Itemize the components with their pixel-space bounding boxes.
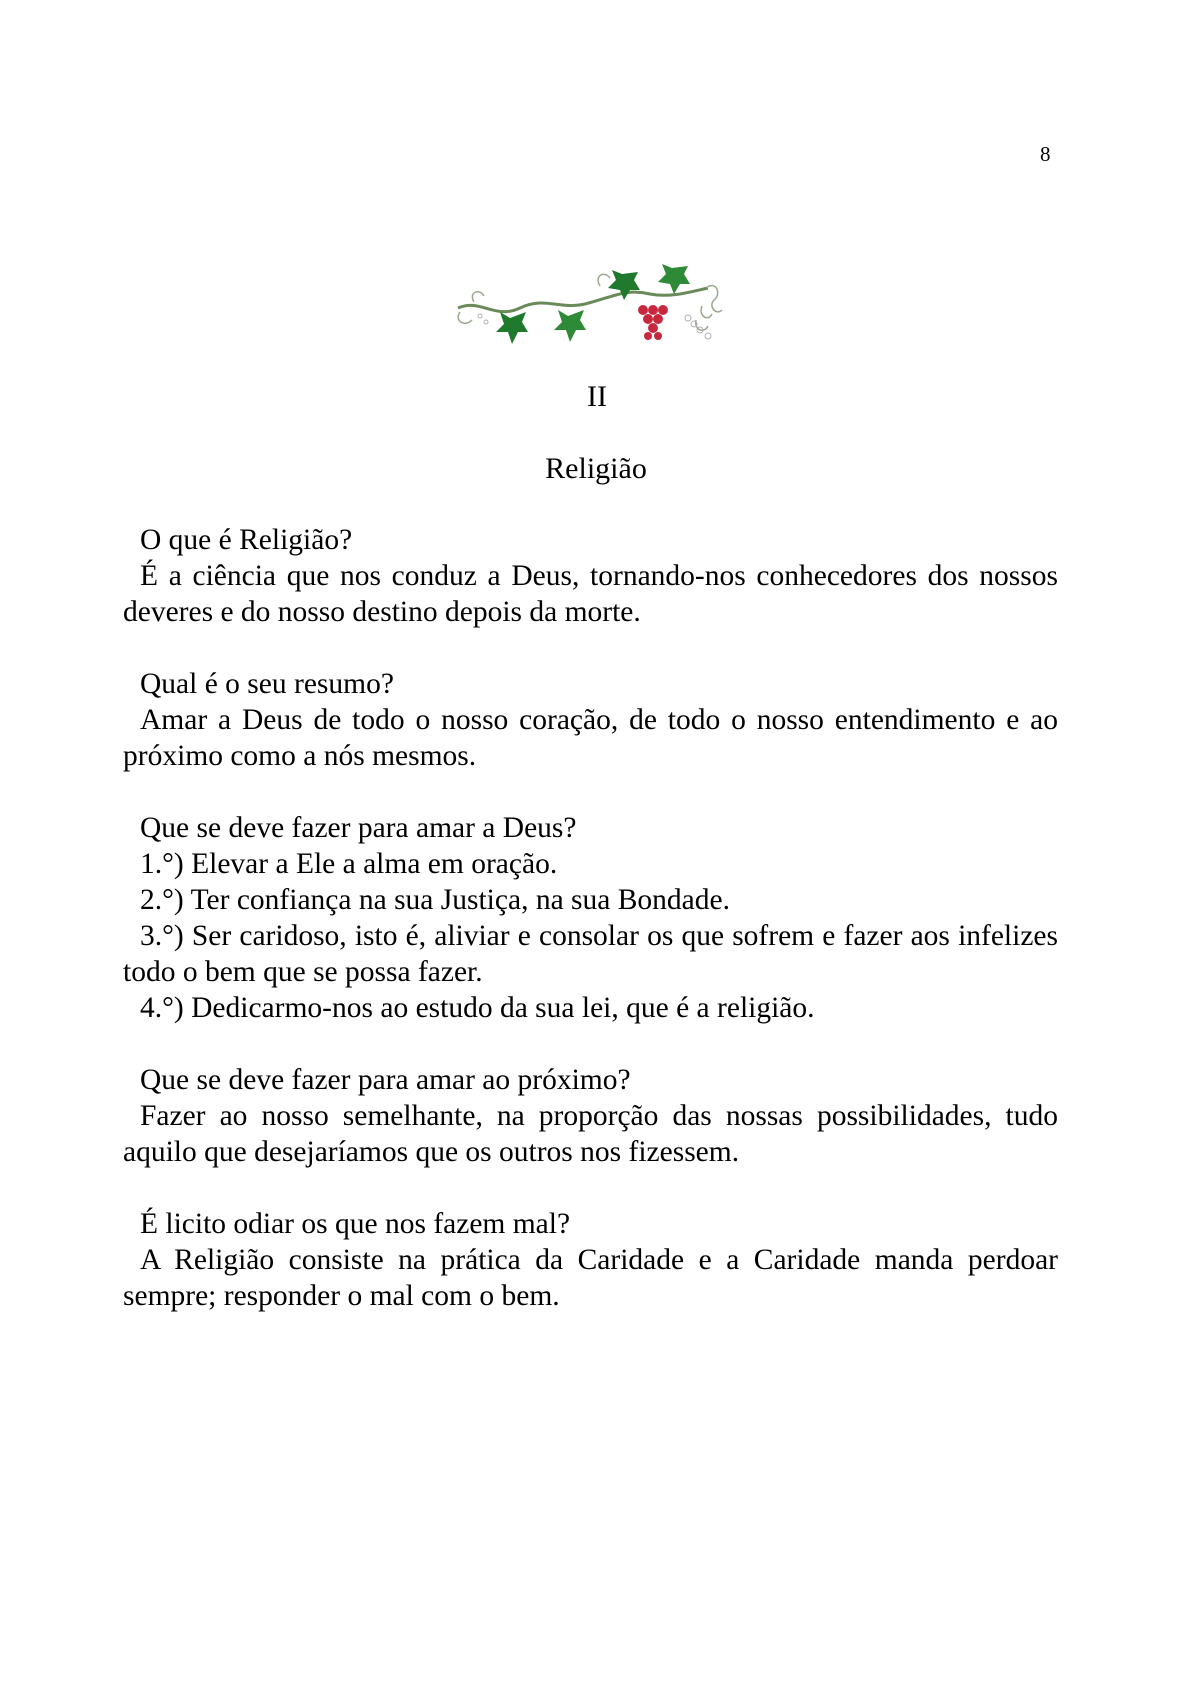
- question: O que é Religião?: [140, 524, 353, 556]
- question: É licito odiar os que nos fazem mal?: [140, 1208, 571, 1240]
- catechism-text: [123, 522, 1058, 1350]
- question: Qual é o seu resumo?: [140, 668, 394, 700]
- grapevine-ornament-icon: [450, 258, 730, 350]
- answer: É a ciência que nos conduz a Deus, tornando-nos conhecedores dos nossos deveres e do nosso destino depois da morte.: [123, 560, 1058, 628]
- answer: Fazer ao nosso semelhante, na proporção das nossas possibilidades, tudo aquilo que desejaríamos que os outros nos fizessem.: [123, 1100, 1058, 1168]
- page-number: 8: [1040, 142, 1051, 166]
- qa-block: [123, 1206, 1058, 1314]
- answer-item: 1.°) Elevar a Ele a alma em oração.: [140, 848, 558, 880]
- answer-item: 3.°) Ser caridoso, isto é, aliviar e consolar os que sofrem e fazer aos infelizes todo o bem que se possa fazer.: [123, 920, 1058, 988]
- question: Que se deve fazer para amar ao próximo?: [140, 1064, 631, 1096]
- qa-block: [123, 522, 1058, 630]
- chapter-title: Religião: [545, 452, 647, 485]
- qa-block: [123, 1062, 1058, 1170]
- chapter-number: II: [587, 380, 607, 413]
- answer: Amar a Deus de todo o nosso coração, de todo o nosso entendimento e ao próximo como a nós mesmos.: [123, 704, 1058, 772]
- question: Que se deve fazer para amar a Deus?: [140, 812, 577, 844]
- answer-item: 2.°) Ter confiança na sua Justiça, na sua Bondade.: [140, 884, 730, 916]
- qa-block: [123, 666, 1058, 774]
- answer-item: 4.°) Dedicarmo-nos ao estudo da sua lei, que é a religião.: [140, 992, 815, 1024]
- qa-block: [123, 810, 1058, 1026]
- answer: A Religião consiste na prática da Caridade e a Caridade manda perdoar sempre; responder o mal com o bem.: [123, 1244, 1058, 1312]
